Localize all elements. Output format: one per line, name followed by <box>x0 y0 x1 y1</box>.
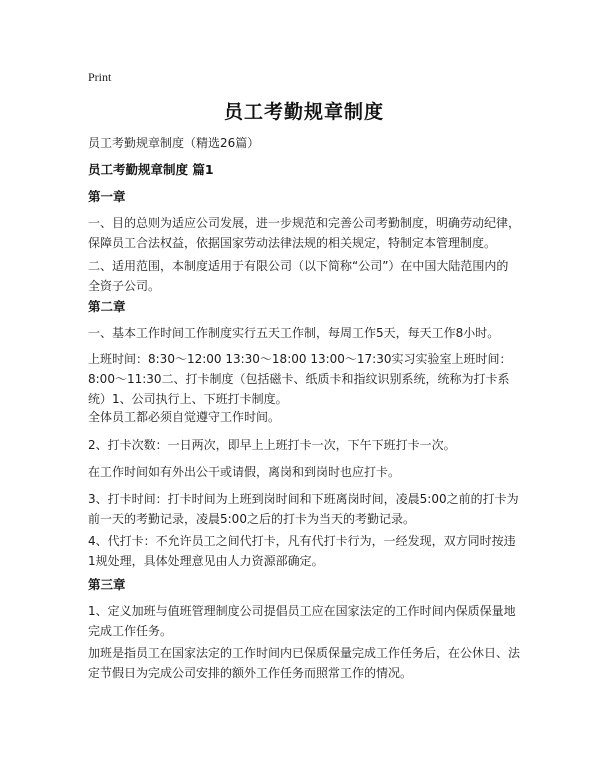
chapter-2-paragraph-1: 一、基本工作时间工作制度实行五天工作制，每周工作5天，每天工作8小时。 <box>88 326 500 340</box>
chapter-2-heading: 第二章 <box>88 299 126 314</box>
chapter-2-paragraph-3: 全体员工都必须自觉遵守工作时间。 <box>88 410 281 424</box>
chapter-2-paragraph-2: 上班时间：8:30～12:00 13:30～18:00 13:00～17:30实习实验室上班时间：8:00～11:30二、打卡制度（包括磁卡、纸质卡和指纹识别系统，统称为打卡系统）1、公司执行上、下班打卡制度。 <box>88 352 512 406</box>
chapter-2-paragraph-7: 4、代打卡：不允许员工之间代打卡，凡有代打卡行为，一经发现，双方同时按违1规处理，具体处理意见由人力资源部确定。 <box>88 534 516 568</box>
chapter-3-heading: 第三章 <box>88 577 126 592</box>
chapter-2-paragraph-4: 2、打卡次数：一日两次，即早上上班打卡一次，下午下班打卡一次。 <box>88 438 456 452</box>
document-title: 员工考勤规章制度 <box>223 101 384 123</box>
print-label: Print <box>88 70 112 84</box>
document-subtitle: 员工考勤规章制度（精选26篇） <box>88 136 260 150</box>
chapter-2-paragraph-6: 3、打卡时间：打卡时间为上班到岗时间和下班离岗时间，凌晨5:00之前的打卡为前一天的考勤记录，凌晨5:00之后的打卡为当天的考勤记录。 <box>88 492 519 526</box>
chapter-1-paragraph-2: 二、适用范围，本制度适用于有限公司（以下简称“公司”）在中国大陆范围内的全资子公司。 <box>88 259 509 293</box>
chapter-3-paragraph-2: 加班是指员工在国家法定的工作时间内已保质保量完成工作任务后，在公休日、法定节假日为完成公司安排的额外工作任务而照常工作的情况。 <box>88 646 521 680</box>
chapter-1-heading: 第一章 <box>88 189 126 204</box>
chapter-3-paragraph-1: 1、定义加班与值班管理制度公司提倡员工应在国家法定的工作时间内保质保量地完成工作任务。 <box>88 604 516 638</box>
chapter-1-paragraph-1: 一、目的总则为适应公司发展，进一步规范和完善公司考勤制度，明确劳动纪律，保障员工合法权益，依据国家劳动法律法规的相关规定，特制定本管理制度。 <box>88 216 521 250</box>
section-title: 员工考勤规章制度 篇1 <box>88 162 214 177</box>
chapter-2-paragraph-5: 在工作时间如有外出公干或请假，离岗和到岗时也应打卡。 <box>88 465 401 479</box>
